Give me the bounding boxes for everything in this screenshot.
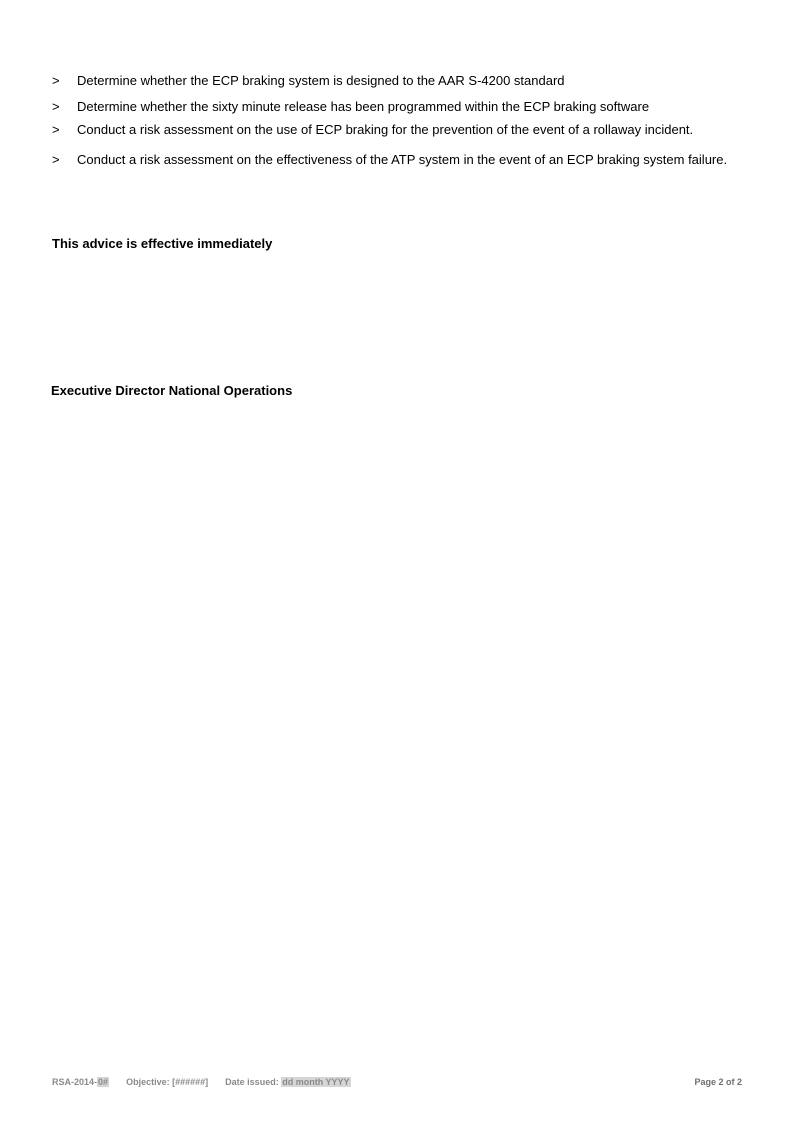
footer-date-value: dd month YYYY: [282, 1077, 350, 1087]
list-item-text: Determine whether the ECP braking system is designed to the AAR S-4200 standard: [77, 73, 565, 88]
footer-ref-prefix: RSA-2014-: [52, 1077, 98, 1087]
bullet-marker: >: [52, 73, 60, 88]
list-item: [52, 152, 742, 167]
page-footer: [52, 1077, 742, 1091]
signatory-title: Executive Director National Operations: [51, 383, 293, 398]
list-item: [52, 73, 742, 88]
footer-objective-value: [######]: [172, 1077, 209, 1087]
bullet-marker: >: [52, 99, 60, 114]
list-item-text: Conduct a risk assessment on the use of ECP braking for the prevention of the event of a rollaway incident.: [77, 122, 694, 137]
bullet-marker: >: [52, 152, 60, 167]
list-item-text: Conduct a risk assessment on the effectiveness of the ATP system in the event of an ECP braking system failure.: [77, 152, 728, 167]
footer-reference: [52, 1077, 351, 1087]
action-list: [52, 73, 742, 178]
page-number: Page 2 of 2: [694, 1077, 742, 1087]
footer-objective-label: Objective:: [126, 1077, 170, 1087]
list-item: [52, 99, 742, 114]
list-item: [52, 122, 742, 137]
list-item-text: Determine whether the sixty minute release has been programmed within the ECP braking software: [77, 99, 650, 114]
bullet-marker: >: [52, 122, 60, 137]
effective-statement: This advice is effective immediately: [52, 236, 273, 251]
footer-date-label: Date issued:: [225, 1077, 279, 1087]
footer-ref-placeholder: 0#: [98, 1077, 109, 1087]
